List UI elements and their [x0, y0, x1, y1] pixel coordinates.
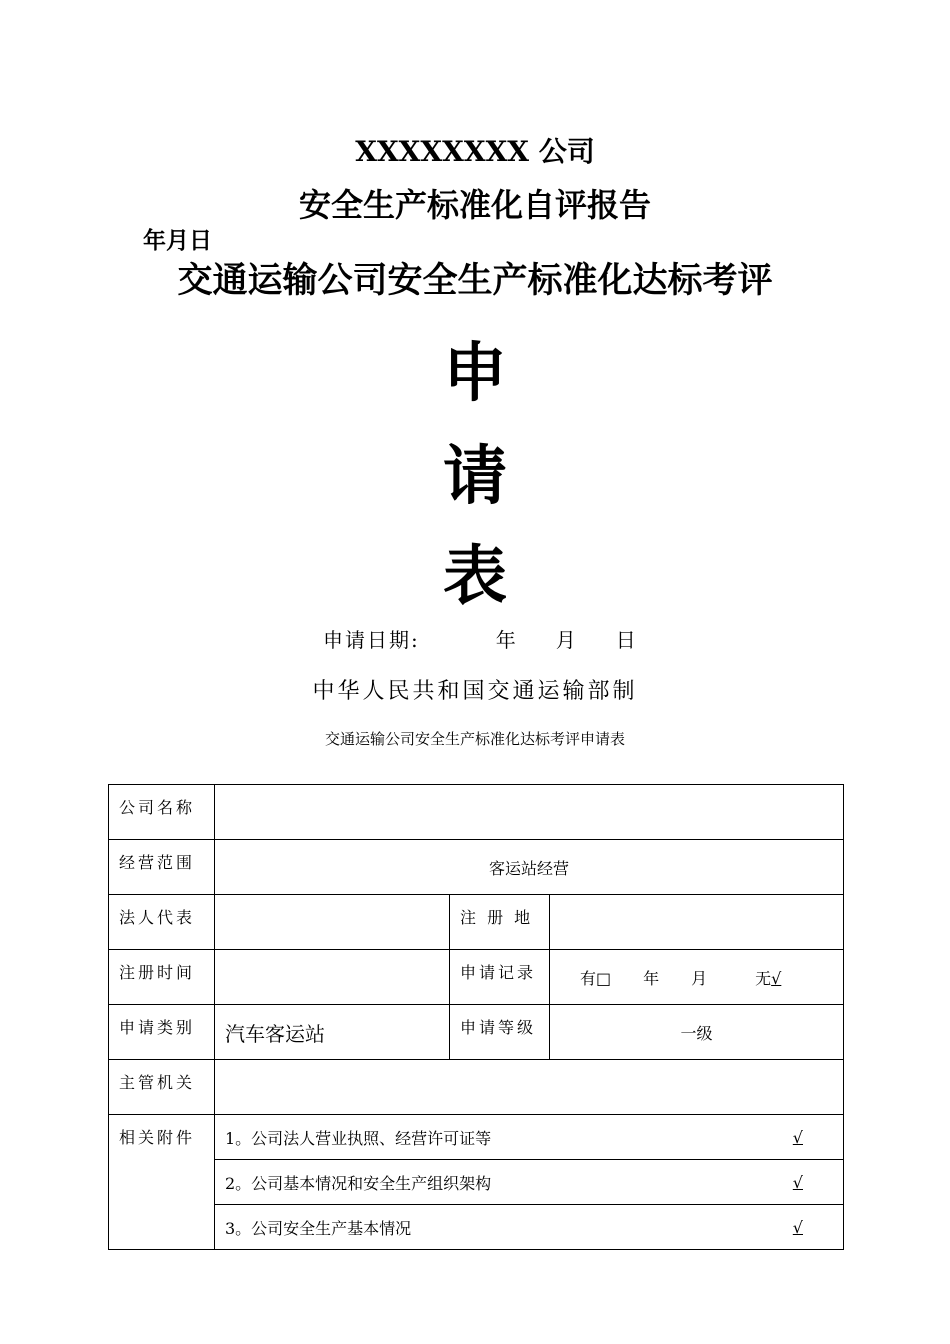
- row-business-scope: [109, 840, 844, 895]
- apply-date-year: 年: [495, 628, 518, 652]
- legal-rep-field[interactable]: [215, 895, 450, 950]
- report-title: 安全生产标准化自评报告: [298, 186, 651, 224]
- big-char-biao: 表: [443, 539, 507, 614]
- checkmark-icon: √: [792, 1217, 803, 1237]
- row-legal-rep: [109, 895, 844, 950]
- ministry-line: 中华人民共和国交通运输部制: [312, 679, 638, 704]
- company-name: XXXXXXXX 公司: [355, 135, 595, 168]
- application-form: [108, 784, 844, 1250]
- apply-level-label: 申请等级: [450, 1005, 550, 1060]
- date-line: 年月日: [143, 227, 212, 254]
- row-apply-type: [109, 1005, 844, 1060]
- apply-date-month: 月: [555, 628, 578, 652]
- row-attachment-1: [109, 1115, 844, 1160]
- row-authority: [109, 1060, 844, 1115]
- apply-record-field[interactable]: [550, 950, 844, 1005]
- row-reg-time: [109, 950, 844, 1005]
- legal-rep-label: 法人代表: [109, 895, 215, 950]
- apply-date: [323, 624, 638, 653]
- checkmark-icon: √: [771, 968, 782, 988]
- attachment-text: 1。公司法人营业执照、经营许可证等: [225, 1128, 492, 1148]
- apply-date-day: 日: [615, 628, 638, 652]
- business-scope-label: 经营范围: [109, 840, 215, 895]
- big-char-shen: 申: [443, 336, 507, 411]
- reg-place-label: 注 册 地: [450, 895, 550, 950]
- attachments-label: 相关附件: [109, 1115, 215, 1250]
- apply-record-label: 申请记录: [450, 950, 550, 1005]
- attachment-item[interactable]: [215, 1115, 844, 1160]
- row-attachment-3: [109, 1205, 844, 1250]
- big-char-qing: 请: [443, 439, 507, 514]
- attachment-text: 3。公司安全生产基本情况: [225, 1218, 412, 1238]
- reg-time-label: 注册时间: [109, 950, 215, 1005]
- authority-label: 主管机关: [109, 1060, 215, 1115]
- form-title: 交通运输公司安全生产标准化达标考评申请表: [324, 730, 625, 748]
- main-title: 交通运输公司安全生产标准化达标考评: [177, 260, 773, 301]
- row-company-name: [109, 785, 844, 840]
- authority-field[interactable]: [215, 1060, 844, 1115]
- apply-type-field[interactable]: 汽车客运站: [215, 1005, 450, 1060]
- checkmark-icon: √: [792, 1172, 803, 1192]
- apply-level-field[interactable]: 一级: [550, 1005, 844, 1060]
- apply-record-text: 有□ 年 月 无: [580, 968, 772, 988]
- company-name-field[interactable]: [215, 785, 844, 840]
- reg-place-field[interactable]: [550, 895, 844, 950]
- company-name-label: 公司名称: [109, 785, 215, 840]
- checkmark-icon: √: [792, 1127, 803, 1147]
- attachment-text: 2。公司基本情况和安全生产组织架构: [225, 1173, 492, 1193]
- attachment-item[interactable]: [215, 1160, 844, 1205]
- business-scope-field[interactable]: 客运站经营: [215, 840, 844, 895]
- apply-type-label: 申请类别: [109, 1005, 215, 1060]
- attachment-item[interactable]: [215, 1205, 844, 1250]
- reg-time-field[interactable]: [215, 950, 450, 1005]
- apply-date-label: 申请日期:: [323, 628, 420, 652]
- row-attachment-2: [109, 1160, 844, 1205]
